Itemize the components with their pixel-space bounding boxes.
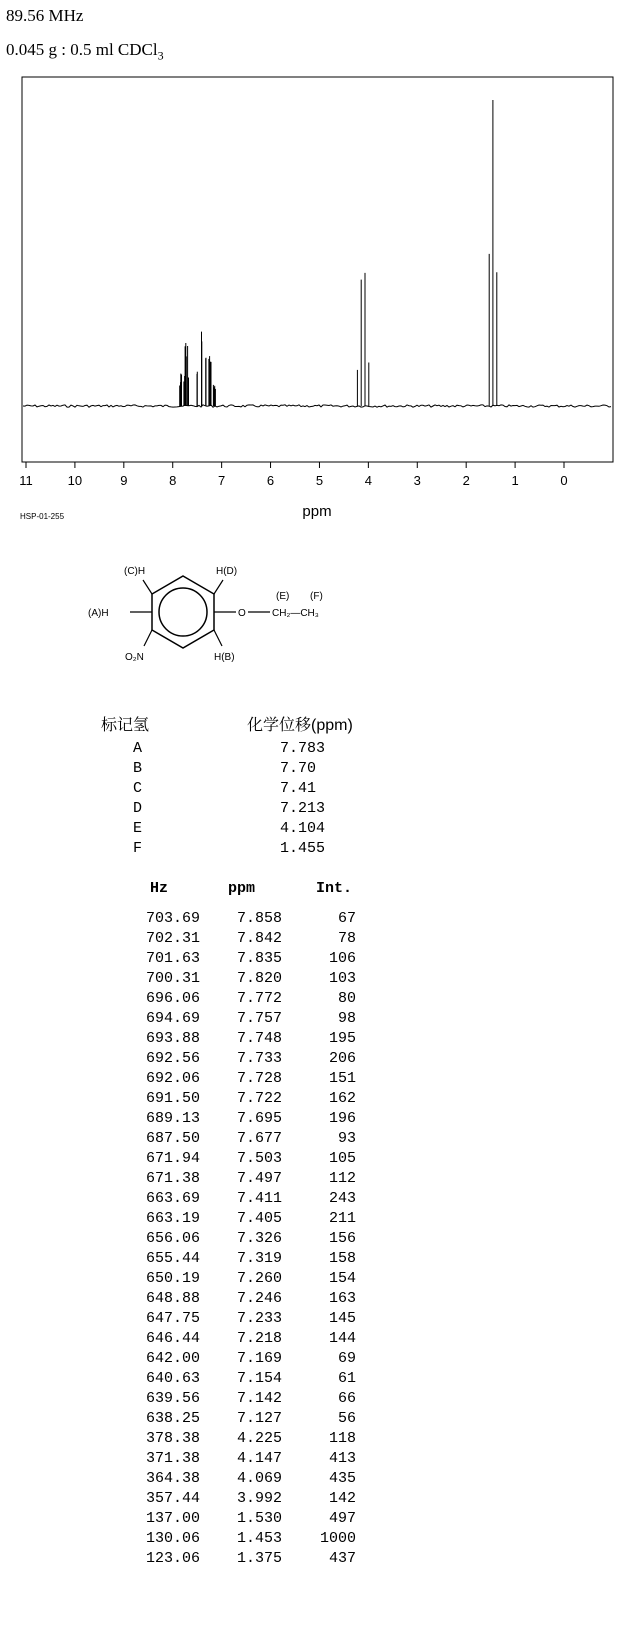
table-row — [0, 1350, 628, 1371]
peak-intensity: 93 — [337, 1130, 356, 1147]
assignment-label: D — [133, 800, 143, 817]
assignment-shift: 7.213 — [280, 800, 326, 817]
table-row — [0, 1030, 628, 1051]
peak-hz: 701.63 — [145, 950, 200, 967]
peak-ppm: 7.218 — [236, 1330, 282, 1347]
x-tick-label: 5 — [315, 473, 324, 488]
peak-hz: 648.88 — [145, 1290, 200, 1307]
peak-ppm: 4.069 — [236, 1470, 282, 1487]
x-tick-label: 2 — [462, 473, 470, 488]
table-row — [0, 1070, 628, 1091]
sample-subscript: 3 — [157, 48, 164, 63]
peak-intensity: 145 — [328, 1310, 356, 1327]
peak-hz: 691.50 — [145, 1090, 200, 1107]
label-nitro-group: O₂N — [125, 652, 144, 663]
table-row — [0, 1290, 628, 1311]
table-row — [0, 1050, 628, 1071]
table-row — [0, 970, 628, 991]
assignment-label: A — [133, 740, 143, 757]
assignment-label: C — [133, 780, 143, 797]
assignment-shift: 4.104 — [280, 820, 326, 837]
peak-hz: 647.75 — [145, 1310, 200, 1327]
peak-hz: 663.19 — [145, 1210, 200, 1227]
peak-hz: 371.38 — [145, 1450, 200, 1467]
peak-hz: 137.00 — [145, 1510, 200, 1527]
assignment-row — [0, 820, 628, 841]
x-tick-label: 6 — [266, 473, 275, 488]
plot-frame — [22, 77, 613, 462]
label-f-methyl: (F) — [310, 591, 323, 602]
table-row — [0, 1150, 628, 1171]
x-tick-label: 4 — [364, 473, 372, 488]
label-e-methylene: (E) — [276, 591, 290, 602]
table-row — [0, 930, 628, 951]
peak-hz: 694.69 — [145, 1010, 200, 1027]
peak-intensity: 103 — [328, 970, 356, 987]
peak-hz: 357.44 — [145, 1490, 200, 1507]
peak-intensity: 243 — [328, 1190, 356, 1207]
peak-hz: 703.69 — [145, 910, 200, 927]
table-row — [0, 1390, 628, 1411]
peak-ppm: 7.677 — [236, 1130, 282, 1147]
benzene-ring — [152, 576, 214, 648]
peak-ppm: 7.326 — [236, 1230, 282, 1247]
assignment-label: F — [133, 840, 143, 857]
peak-ppm: 7.733 — [236, 1050, 282, 1067]
peak-hz: 663.69 — [145, 1190, 200, 1207]
table-row — [0, 1210, 628, 1231]
peak-ppm: 7.858 — [236, 910, 282, 927]
peak-ppm: 7.728 — [236, 1070, 282, 1087]
peak-ppm: 7.503 — [236, 1150, 282, 1167]
assignment-shift: 1.455 — [280, 840, 326, 857]
peak-intensity: 413 — [328, 1450, 356, 1467]
table-row — [0, 910, 628, 931]
table-row — [0, 1110, 628, 1131]
assignment-label: B — [133, 760, 143, 777]
peak-ppm: 7.319 — [236, 1250, 282, 1267]
peak-hz: 642.00 — [145, 1350, 200, 1367]
table-row — [0, 1370, 628, 1391]
label-oxygen: O — [238, 608, 246, 619]
peak-hz: 655.44 — [145, 1250, 200, 1267]
peak-hz: 123.06 — [145, 1550, 200, 1567]
peak-ppm: 7.169 — [236, 1350, 282, 1367]
peak-table-ppm-header: ppm — [228, 880, 256, 897]
peak-intensity: 144 — [328, 1330, 356, 1347]
peak-ppm: 7.260 — [236, 1270, 282, 1287]
peak-hz: 671.94 — [145, 1150, 200, 1167]
x-axis-tick-labels — [19, 473, 567, 488]
peak-ppm: 4.147 — [236, 1450, 282, 1467]
table-row — [0, 950, 628, 971]
table-row — [0, 1410, 628, 1431]
peak-intensity: 56 — [337, 1410, 356, 1427]
spectrum-peaks — [180, 100, 497, 406]
x-tick-label: 10 — [67, 473, 83, 488]
peak-intensity: 118 — [328, 1430, 356, 1447]
peak-hz: 639.56 — [145, 1390, 200, 1407]
peak-ppm: 7.757 — [236, 1010, 282, 1027]
peak-ppm: 7.154 — [236, 1370, 282, 1387]
peak-hz: 700.31 — [145, 970, 200, 987]
assignment-label: E — [133, 820, 143, 837]
assignment-row — [0, 780, 628, 801]
peak-intensity: 67 — [337, 910, 356, 927]
peak-intensity: 156 — [328, 1230, 356, 1247]
peak-ppm: 7.835 — [236, 950, 282, 967]
peak-intensity: 1000 — [319, 1530, 356, 1547]
peak-intensity: 106 — [328, 950, 356, 967]
assignment-shift: 7.783 — [280, 740, 326, 757]
peak-hz: 692.06 — [145, 1070, 200, 1087]
peak-intensity: 154 — [328, 1270, 356, 1287]
label-a-hydrogen: (A)H — [88, 608, 109, 619]
peak-intensity: 206 — [328, 1050, 356, 1067]
sample-text: 0.045 g : 0.5 ml CDCl — [6, 40, 158, 59]
peak-intensity: 195 — [328, 1030, 356, 1047]
peak-ppm: 7.411 — [236, 1190, 282, 1207]
peak-hz: 696.06 — [145, 990, 200, 1007]
table-row — [0, 1450, 628, 1471]
table-row — [0, 1330, 628, 1351]
peak-intensity: 142 — [328, 1490, 356, 1507]
label-ethyl-chain: CH₂—CH₃ — [272, 608, 319, 619]
peak-ppm: 7.142 — [236, 1390, 282, 1407]
peak-intensity: 162 — [328, 1090, 356, 1107]
peak-hz: 693.88 — [145, 1030, 200, 1047]
peak-intensity: 78 — [337, 930, 356, 947]
table-row — [0, 1430, 628, 1451]
peak-intensity: 211 — [328, 1210, 356, 1227]
x-axis-ticks — [26, 462, 564, 468]
assignment-shift: 7.41 — [280, 780, 317, 797]
spectrum-code: HSP-01-255 — [20, 512, 65, 521]
table-row — [0, 1090, 628, 1111]
assignment-shift: 7.70 — [280, 760, 317, 777]
table-row — [0, 1230, 628, 1251]
peak-ppm: 3.992 — [236, 1490, 282, 1507]
label-c-hydrogen: (C)H — [124, 566, 146, 577]
peak-intensity: 163 — [328, 1290, 356, 1307]
table-row — [0, 1250, 628, 1271]
table-row — [0, 1550, 628, 1571]
peak-ppm: 7.842 — [236, 930, 282, 947]
x-tick-label: 0 — [560, 473, 568, 488]
peak-hz: 650.19 — [145, 1270, 200, 1287]
table-row — [0, 1490, 628, 1511]
table-row — [0, 1010, 628, 1031]
spectrometer-frequency: 89.56 MHz — [6, 6, 84, 25]
x-tick-label: 8 — [169, 473, 177, 488]
peak-hz: 689.13 — [145, 1110, 200, 1127]
peak-ppm: 7.695 — [236, 1110, 282, 1127]
label-d-hydrogen: H(D) — [216, 566, 238, 577]
peak-intensity: 437 — [328, 1550, 356, 1567]
assignment-shift-header: 化学位移(ppm) — [247, 717, 353, 734]
peak-hz: 638.25 — [145, 1410, 200, 1427]
peak-table-int-header: Int. — [316, 880, 353, 897]
table-row — [0, 1310, 628, 1331]
assignment-row — [0, 800, 628, 821]
peak-intensity: 69 — [337, 1350, 356, 1367]
peak-ppm: 7.748 — [236, 1030, 282, 1047]
peak-intensity: 80 — [337, 990, 356, 1007]
table-row — [0, 1270, 628, 1291]
peak-ppm: 7.127 — [236, 1410, 282, 1427]
peak-ppm: 4.225 — [236, 1430, 282, 1447]
peak-hz: 671.38 — [145, 1170, 200, 1187]
x-tick-label: 1 — [511, 473, 519, 488]
peak-hz: 378.38 — [145, 1430, 200, 1447]
peak-hz: 656.06 — [145, 1230, 200, 1247]
peak-intensity: 66 — [337, 1390, 356, 1407]
peak-intensity: 98 — [337, 1010, 356, 1027]
peak-hz: 640.63 — [145, 1370, 200, 1387]
peak-intensity: 151 — [328, 1070, 356, 1087]
x-axis-label: ppm — [302, 503, 332, 520]
spectrum-baseline — [23, 405, 611, 407]
table-row — [0, 1190, 628, 1211]
peak-intensity: 61 — [337, 1370, 356, 1387]
assignment-row — [0, 840, 628, 861]
substituent-bonds — [130, 580, 270, 646]
x-tick-label: 7 — [218, 473, 226, 488]
table-row — [0, 1530, 628, 1551]
label-b-hydrogen: H(B) — [214, 652, 235, 663]
peak-ppm: 7.405 — [236, 1210, 282, 1227]
table-row — [0, 1170, 628, 1191]
peak-intensity: 105 — [328, 1150, 356, 1167]
peak-intensity: 196 — [328, 1110, 356, 1127]
peak-intensity: 435 — [328, 1470, 356, 1487]
peak-hz: 646.44 — [145, 1330, 200, 1347]
x-tick-label: 9 — [120, 473, 128, 488]
peak-intensity: 497 — [328, 1510, 356, 1527]
assignment-label-header: 标记氢 — [101, 717, 150, 734]
peak-ppm: 1.453 — [236, 1530, 282, 1547]
peak-hz: 130.06 — [145, 1530, 200, 1547]
table-row — [0, 1510, 628, 1531]
peak-intensity: 112 — [328, 1170, 356, 1187]
peak-ppm: 7.233 — [236, 1310, 282, 1327]
table-row — [0, 1470, 628, 1491]
peak-ppm: 7.497 — [236, 1170, 282, 1187]
peak-table-hz-header: Hz — [150, 880, 169, 897]
table-row — [0, 1130, 628, 1151]
peak-hz: 364.38 — [145, 1470, 200, 1487]
peak-hz: 702.31 — [145, 930, 200, 947]
x-tick-label: 3 — [413, 473, 421, 488]
x-tick-label: 11 — [19, 473, 33, 488]
peak-ppm: 7.722 — [236, 1090, 282, 1107]
assignment-row — [0, 760, 628, 781]
assignment-row — [0, 740, 628, 761]
peak-ppm: 7.246 — [236, 1290, 282, 1307]
peak-ppm: 1.530 — [236, 1510, 282, 1527]
peak-ppm: 7.820 — [236, 970, 282, 987]
peak-intensity: 158 — [328, 1250, 356, 1267]
peak-ppm: 1.375 — [236, 1550, 282, 1567]
peak-hz: 692.56 — [145, 1050, 200, 1067]
table-row — [0, 990, 628, 1011]
peak-hz: 687.50 — [145, 1130, 200, 1147]
peak-ppm: 7.772 — [236, 990, 282, 1007]
